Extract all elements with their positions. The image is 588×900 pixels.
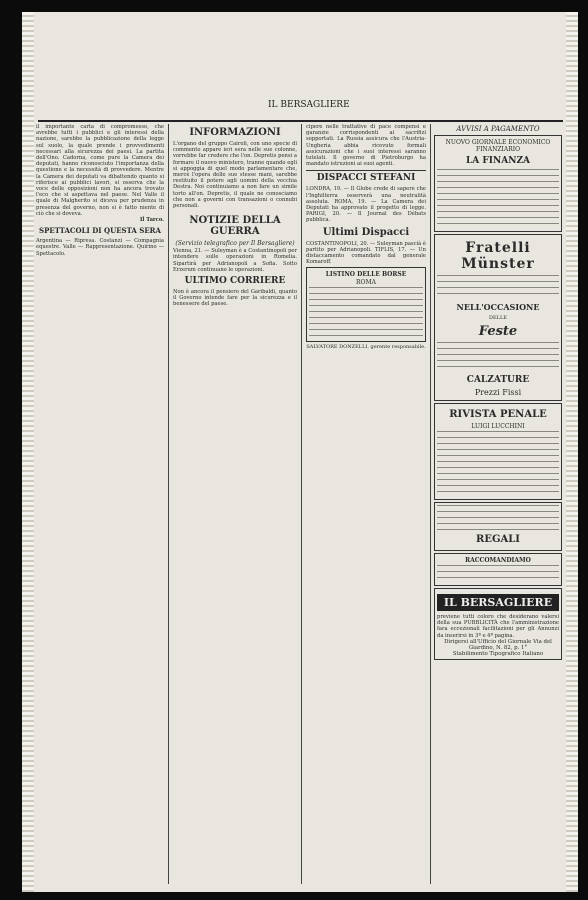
- munster-ad: [434, 234, 562, 401]
- column-1: [36, 124, 164, 884]
- bersagliere-text: previene tutti coloro che desiderano valersi della sua PUBBLICITÀ che l'amministrazione fara eccezionali facilitazioni per gli Annunzi da inserirsi in 3ª e 4ª pagina.: [437, 614, 559, 639]
- column-4-ads: [434, 124, 562, 884]
- column-3-text: cipere nelle trattative di pace compensi e garanzie corrispondenti ai sacrifizi sopportati. La Russia assicura che l'Austria-Ungheria abbia ricevuto formali assicurazioni che i suoi interessi saranno tutelati. Il governo di Pietroburgo ha mandato istruzioni ai suoi agenti.: [306, 124, 426, 168]
- newspaper-page: [22, 12, 578, 892]
- column-rule: [430, 124, 431, 884]
- regali-ad: [434, 502, 562, 551]
- bersagliere-printer: Stabilimento Tipografico Italiano: [452, 650, 544, 657]
- rivista-text-lines: [437, 431, 559, 497]
- informazioni-text: L'organo del gruppo Cairoli, con uno specie di commento appare ieri sera nelle sue colonne, vorrebbe far credere che l'on. Depretis pensi a formare il nuovo ministero, tranne quando egli si appoggia di quel modo parlamentare che, mercè l'opera delle sue stesse mani, sarebbe restituito il potere agli uomini della vecchia Destra. Noi continuiamo a non fare un simile torto all'on. Depretis, il quale ne conosciamo che non a governi con transazioni o connubi personali.: [173, 141, 297, 210]
- ultimo-corriere-heading: ULTIMO CORRIERE: [184, 276, 286, 287]
- regali-text-lines: [437, 505, 559, 531]
- raccomandiamo-title: RACCOMANDIAMO: [465, 557, 531, 564]
- column-3: [306, 124, 426, 884]
- ultimi-dispacci-text: COSTANTINOPOLI, 20. — Suleyman pascià è partito per Adrianopoli. TIFLIS, 17. — Un distaccamento comandato dal generale Komaroff.: [306, 240, 426, 266]
- rivista-title: RIVISTA PENALE: [449, 409, 547, 420]
- prezzi-fissi: Prezzi Fissi: [474, 388, 522, 397]
- notizie-subtitle: (Servizio telegrafico per Il Bersagliere): [175, 240, 295, 248]
- regali-title: REGALI: [476, 534, 520, 545]
- left-binding-edge: [22, 12, 34, 892]
- informazioni-heading: INFORMAZIONI: [189, 127, 281, 138]
- occasione-line: NELL'OCCASIONE: [456, 302, 540, 312]
- bersagliere-address: Dirigersi all'Ufficio del Giornale Via del Giardino, N. 82, p. 1°: [444, 638, 552, 651]
- avvisi-heading: AVVISI A PAGAMENTO: [456, 125, 540, 133]
- finanza-title: LA FINANZA: [465, 156, 531, 166]
- delle-line: DELLE: [489, 315, 507, 321]
- rivista-penale-ad: [434, 403, 562, 500]
- notizie-guerra-heading: NOTIZIE DELLA GUERRA: [189, 215, 281, 238]
- raccomandiamo-ad: [434, 553, 562, 586]
- feste-title: Feste: [478, 324, 518, 339]
- listino-city: ROMA: [356, 279, 376, 287]
- feste-text-lines: [437, 342, 559, 372]
- column-1-text: il importante carta di compromesso, che avrebbe tutti i pubblici e gli interessi della nazione, sarebbe la pubblicazione della legge sul suolo, la quale prende i provvedimenti necessari alla sicurezza dei paesi. La partita dell'Ono. Cadorna, come pure la Camera dei deputati, hanno riconosciuto l'importanza della questione e la necessità di provvedere. Mentre la Camera dei deputati va dibattendo quanto si riferisce ai pubblici lavori, si osserva che la voce delle opposizioni non ha ancora trovato l'eco che si aspettava nel paese. Nel Valle il quale di Malgherito si diceva per prudenza in presenza del governo, non si è fatto niente di ciò che si doveva.: [36, 124, 164, 217]
- gerente-line: SALVATORE DONZELLI, gerente responsabile.: [306, 344, 426, 351]
- page-header: [38, 98, 563, 122]
- finanza-kicker: NUOVO GIORNALE ECONOMICO FINANZIARIO: [445, 139, 551, 153]
- rivista-director: LUIGI LUCCHINI: [471, 423, 525, 430]
- calzature-title: CALZATURE: [466, 375, 530, 385]
- spettacoli-text: Argentina — Ripresa. Costanzi — Compagnia equestre. Valle — Rappresentazione. Quirino — Spettacolo.: [36, 238, 164, 257]
- notizie-text: Vienna, 21. — Suleyman è a Costantinopoli per intendere sulle operazioni in Romelia. Sipartirà per Adrianopoli a Sofia. Sotto Erzerum continuano le operazioni.: [173, 248, 297, 273]
- column-rule: [301, 124, 302, 884]
- ultimi-dispacci-heading: Ultimi Dispacci: [322, 226, 410, 238]
- finanza-ad: [434, 135, 562, 232]
- right-binding-edge: [566, 12, 578, 892]
- ultimo-corriere-text: Non è ancora il pensiero del Garibaldi, quanto il Governo intende fare per la sicurezza e il benessere del paese.: [173, 289, 297, 308]
- raccomandiamo-text-lines: [437, 565, 559, 583]
- bersagliere-ad: [434, 588, 562, 660]
- listino-borse-box: [306, 267, 426, 342]
- munster-title: Fratelli Münster: [461, 240, 535, 272]
- munster-text-lines: [437, 275, 559, 299]
- spettacoli-heading: SPETTACOLI DI QUESTA SERA: [39, 226, 161, 236]
- listino-title: LISTINO DELLE BORSE: [325, 271, 407, 279]
- listino-table-lines: [309, 287, 423, 339]
- column-2: [173, 124, 297, 884]
- masthead-title: IL BERSAGLIERE: [268, 100, 350, 110]
- column-rule: [168, 124, 169, 884]
- finanza-text-lines: [437, 169, 559, 229]
- dispacci-stefani-text: LONDRA, 19. — Il Globe crede di sapere che l'Inghilterra osserverà una neutralità assoluta. ROMA, 19. — La Camera dei Deputati ha approvato il progetto di legge. PARIGI, 20. — Il Journal des Débats pubblica.: [306, 186, 426, 224]
- bersagliere-title: IL BERSAGLIERE: [437, 594, 559, 611]
- column-1-signature: Il Tarco.: [140, 217, 164, 224]
- dispacci-stefani-heading: DISPACCI STEFANI: [306, 170, 426, 183]
